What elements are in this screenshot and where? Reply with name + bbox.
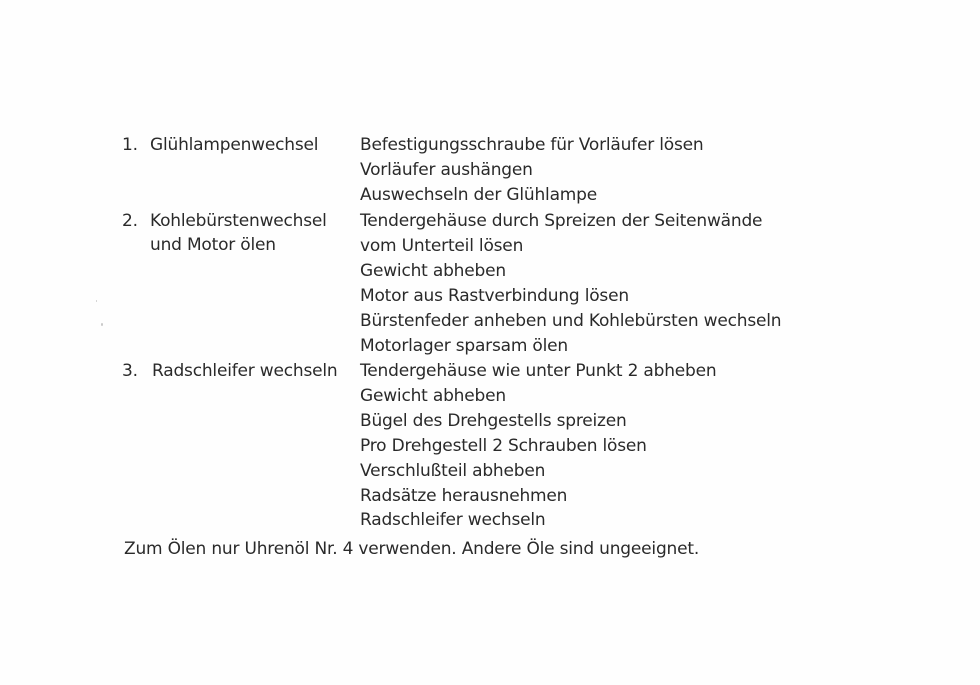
step-item: Motorlager sparsam ölen bbox=[360, 335, 568, 356]
step-item: Bürstenfeder anheben und Kohlebürsten wechseln bbox=[360, 310, 782, 331]
step-item: Radschleifer wechseln bbox=[360, 510, 546, 531]
step-item: Tendergehäuse durch Spreizen der Seitenwände bbox=[360, 211, 763, 231]
step-item: Verschlußteil abheben bbox=[360, 460, 546, 481]
section-title: Kohlebürstenwechsel bbox=[150, 211, 327, 231]
step-item: Motor aus Rastverbindung lösen bbox=[360, 285, 629, 306]
step-item: Tendergehäuse wie unter Punkt 2 abheben bbox=[360, 361, 717, 381]
step-list bbox=[360, 359, 716, 533]
section-title: Radschleifer wechseln bbox=[152, 361, 338, 381]
step-item: Befestigungsschraube für Vorläufer lösen bbox=[360, 135, 704, 155]
step-item: Radsätze herausnehmen bbox=[360, 485, 568, 506]
step-list bbox=[360, 133, 703, 208]
section-number: 2. bbox=[122, 211, 138, 231]
section-title: Glühlampenwechsel bbox=[150, 135, 319, 155]
section-heading bbox=[122, 133, 318, 157]
step-item: Gewicht abheben bbox=[360, 385, 506, 406]
step-item: Bügel des Drehgestells spreizen bbox=[360, 410, 627, 431]
section-heading bbox=[122, 209, 327, 257]
section-number: 1. bbox=[122, 135, 138, 155]
step-item: Gewicht abheben bbox=[360, 260, 506, 281]
step-item: Vorläufer aushängen bbox=[360, 159, 533, 180]
step-item: vom Unterteil lösen bbox=[360, 235, 524, 256]
scan-speck bbox=[96, 300, 97, 302]
section-number: 3. bbox=[122, 361, 138, 381]
section-heading bbox=[122, 359, 337, 383]
step-item: Auswechseln der Glühlampe bbox=[360, 184, 598, 205]
footer-note: Zum Ölen nur Uhrenöl Nr. 4 verwenden. Andere Öle sind ungeeignet. bbox=[124, 539, 700, 559]
scan-speck bbox=[101, 323, 103, 326]
step-list bbox=[360, 209, 781, 358]
section-title-continued: und Motor ölen bbox=[150, 235, 276, 255]
step-item: Pro Drehgestell 2 Schrauben lösen bbox=[360, 435, 647, 456]
